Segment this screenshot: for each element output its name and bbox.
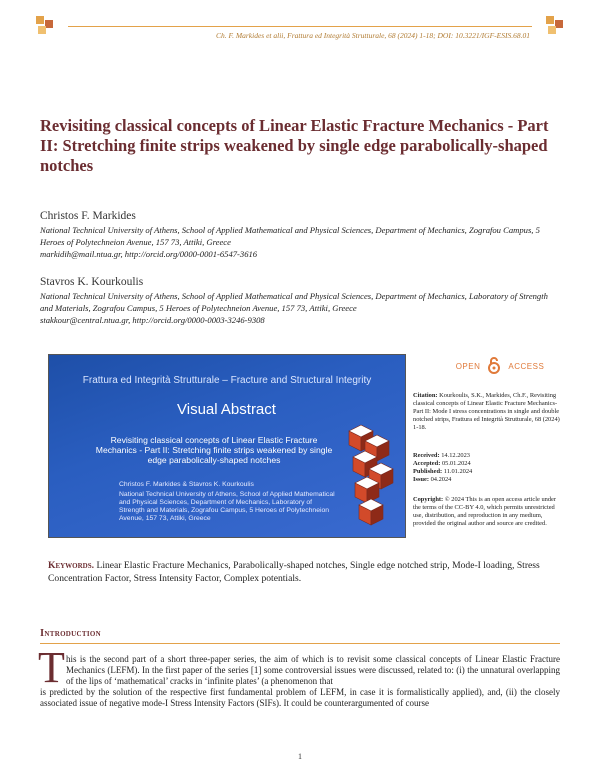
open-access-badge — [440, 356, 560, 374]
copyright-block — [413, 496, 563, 528]
va-authors: Christos F. Markides & Stavros K. Kourkoulis — [119, 481, 254, 488]
author-contact-link[interactable]: markidih@mail.ntua.gr, http://orcid.org/0000-0001-6547-3616 — [40, 249, 258, 259]
received-label: Received: — [413, 452, 440, 459]
author-block-2 — [40, 276, 560, 326]
author-name: Stavros K. Kourkoulis — [40, 276, 144, 288]
va-affiliation: National Technical University of Athens, School of Applied Mathematical and Physical Sciences, Department of Mechanics, Laboratory of Strength and Materials, Zografou Campus, 5 Heroes of Polytechneion Avenue, 157 73, Attiki, Greece — [119, 491, 335, 522]
section-rule — [40, 643, 560, 644]
journal-logo-icon — [542, 12, 568, 38]
author-block-1 — [40, 210, 560, 260]
copyright-label: Copyright: — [413, 496, 444, 503]
cubes-illustration-icon — [339, 421, 399, 531]
running-header-citation: Ch. F. Markides et alii, Frattura ed Integrità Strutturale, 68 (2024) 1-18; DOI: 10.3221/IGF-ESIS.68.01 — [216, 31, 530, 40]
author-affiliation: National Technical University of Athens, School of Applied Mathematical and Physical Sciences, Department of Mechanics, Laboratory of Strength and Materials, Zografou Campus, 5 Heroes of Polytechneion Avenue, 157 73, Attiki, Greece — [40, 291, 548, 313]
intro-paragraph-start: his is the second part of a short three-paper series, the aim of which is to revisit some classical concepts of Linear Elastic Fracture Mechanics (LEFM). In the first paper of the series [1] some controversial issues were discussed, related to: (i) the unnatural overlapping of the lips of ‘mathematical’ cracks in ‘infinite plates’ (a phenomenon that — [66, 654, 560, 686]
received-date: 14.12.2023 — [441, 452, 470, 459]
va-journal-name: Frattura ed Integrità Strutturale – Fracture and Structural Integrity — [82, 375, 372, 386]
accepted-date: 05.01.2024 — [441, 460, 471, 467]
page-number: 1 — [298, 752, 302, 761]
introduction-heading: Introduction — [40, 628, 101, 639]
issue-label: Issue: — [413, 476, 429, 483]
citation-label: Citation: — [413, 392, 438, 399]
paper-title: Revisiting classical concepts of Linear Elastic Fracture Mechanics - Part II: Stretching finite strips weakened by single edge parabolically-shaped notches — [40, 116, 549, 175]
published-label: Published: — [413, 468, 443, 475]
accepted-label: Accepted: — [413, 460, 441, 467]
author-contact-link[interactable]: stakkour@central.ntua.gr, http://orcid.org/0000-0003-3246-9308 — [40, 315, 265, 325]
intro-paragraph-rest: is predicted by the solution of the respective first fundamental problem of LEFM, in case it is formalistically applied), and, (ii) the closely associated issue of negative mode-I Stress Intensity Factors (SIFs). It could be counterargumented of course — [40, 687, 560, 708]
dates-block — [413, 452, 563, 484]
visual-abstract[interactable] — [48, 354, 406, 538]
va-paper-title: Revisiting classical concepts of Linear Elastic Fracture Mechanics - Part II: Stretching finite strips weakened by single edge parabolically-shaped notches — [95, 435, 333, 465]
citation-text: Kourkoulis, S.K., Markides, Ch.F., Revisiting classical concepts of Linear Elastic Fracture Mechanics-Part II: Mode I stress concentrations in single and double notched strips, Frattura ed Integrità Strutturale, 68 (2024) 1-18. — [413, 392, 560, 431]
keywords-text: Linear Elastic Fracture Mechanics, Parabolically-shaped notches, Single edge notched strip, Mode-I loading, Stress Concentration Factor, Stress Intensity Factor, Complex potentials. — [48, 560, 540, 584]
keywords-block — [48, 560, 568, 585]
author-name: Christos F. Markides — [40, 210, 136, 222]
keywords-label: Keywords. — [48, 560, 95, 571]
header-rule — [68, 26, 532, 27]
issue-date: 04.2024 — [430, 476, 452, 483]
drop-cap: T — [38, 643, 65, 692]
citation-block — [413, 392, 563, 432]
published-date: 11.01.2024 — [443, 468, 473, 475]
author-affiliation: National Technical University of Athens, School of Applied Mathematical and Physical Sciences, Department of Mechanics, Zografou Campus, 5 Heroes of Polytechneion Avenue, 157 73, Attiki, Greece — [40, 225, 540, 247]
open-access-lock-icon — [487, 356, 501, 374]
oa-label-open: OPEN — [455, 362, 481, 371]
va-heading: Visual Abstract — [177, 401, 276, 418]
oa-label-access: ACCESS — [508, 362, 545, 371]
copyright-text: © 2024 This is an open access article under the terms of the CC-BY 4.0, which permits unrestricted use, distribution, and reproduction in any medium, provided the original author and source are credited. — [413, 496, 557, 527]
journal-logo-icon — [32, 12, 58, 38]
